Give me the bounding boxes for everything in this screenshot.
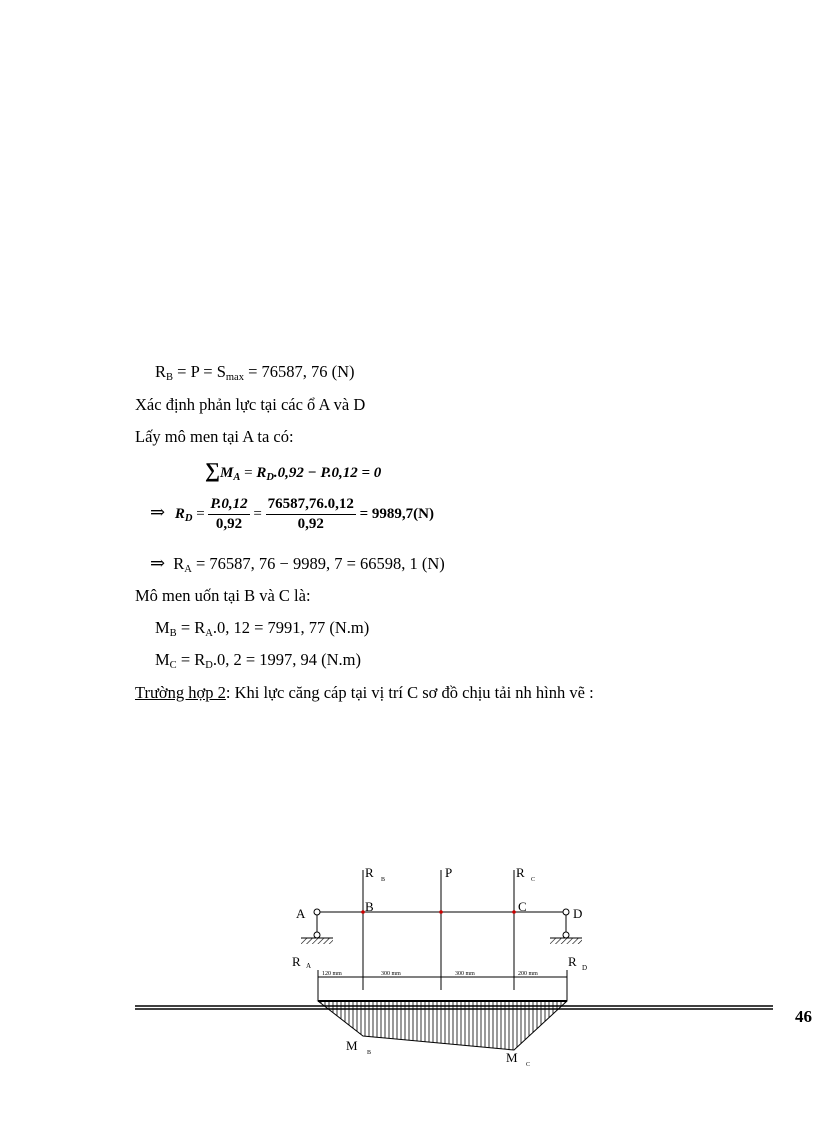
fraction-denominator: 0,92 bbox=[215, 516, 243, 532]
label-rc-sub: C bbox=[531, 877, 536, 883]
rb-mid: = P = S bbox=[173, 362, 226, 381]
fraction-numerator: P.0,12 bbox=[208, 496, 249, 515]
ra-subscript: A bbox=[205, 628, 213, 639]
support-a bbox=[301, 909, 333, 944]
label-ra-sub: A bbox=[306, 962, 312, 970]
label-rd: R bbox=[568, 954, 577, 969]
equals-sign: = bbox=[192, 505, 209, 522]
label-d: D bbox=[573, 906, 583, 921]
dim-120: 120 mm bbox=[322, 971, 342, 977]
label-mc-sub: C bbox=[526, 1062, 531, 1068]
label-mb-sub: B bbox=[367, 1050, 372, 1056]
label-c: C bbox=[518, 899, 527, 914]
mb-value: .0, 12 = 7991, 77 (N.m) bbox=[212, 618, 370, 637]
ra-value: = 76587, 76 − 9989, 7 = 66598, 1 (N) bbox=[191, 554, 445, 573]
rd-symbol: R bbox=[174, 505, 185, 522]
ra-subscript: A bbox=[184, 564, 192, 575]
reactions-heading: Xác định phản lực tại các ổ A và D bbox=[135, 395, 366, 414]
moment-sum-rest: .0,92 − P.0,12 = 0 bbox=[273, 465, 382, 481]
label-ra: R bbox=[292, 954, 301, 969]
ma-subscript: A bbox=[233, 472, 241, 483]
rb-value: = 76587, 76 (N) bbox=[243, 362, 355, 381]
node-p-dot bbox=[439, 910, 443, 914]
label-mb: M bbox=[346, 1038, 358, 1053]
rd-subscript: D bbox=[266, 472, 274, 483]
dim-200: 200 mm bbox=[518, 971, 538, 977]
mc-symbol: M bbox=[155, 650, 170, 669]
rd-symbol: = R bbox=[176, 650, 206, 669]
smax-subscript: max bbox=[225, 372, 244, 383]
rd-symbol: R bbox=[256, 465, 267, 481]
dim-300-b: 300 mm bbox=[455, 971, 475, 977]
mc-value: .0, 2 = 1997, 94 (N.m) bbox=[212, 650, 362, 669]
label-mc: M bbox=[506, 1050, 518, 1065]
node-c-dot bbox=[512, 910, 516, 914]
case2-text: : Khi lực căng cáp tại vị trí C sơ đồ chịu tải nh hình vẽ : bbox=[225, 683, 594, 702]
label-b: B bbox=[365, 899, 374, 914]
label-rd-sub: D bbox=[582, 964, 588, 972]
fraction-denominator: 0,92 bbox=[297, 516, 324, 532]
fraction-numerator: 76587,76.0,12 bbox=[266, 496, 356, 515]
mc-subscript: C bbox=[169, 660, 177, 671]
mb-symbol: M bbox=[155, 618, 170, 637]
implies-arrow: ⇒ bbox=[150, 553, 166, 573]
ra-symbol: = R bbox=[176, 618, 206, 637]
label-rb: R bbox=[365, 865, 374, 880]
case2-label: Trường hợp 2 bbox=[135, 683, 226, 702]
label-p: P bbox=[445, 865, 453, 880]
rd-result: = 9989,7(N) bbox=[355, 505, 434, 522]
dim-300-a: 300 mm bbox=[381, 971, 401, 977]
rd-subscript: D bbox=[205, 660, 213, 671]
implies-arrow: ⇒ bbox=[150, 501, 166, 522]
equals-sign: = bbox=[249, 505, 266, 522]
label-rb-sub: B bbox=[381, 877, 386, 883]
equals-sign: = bbox=[240, 465, 257, 481]
label-a: A bbox=[296, 906, 306, 921]
sigma-symbol: ∑ bbox=[205, 458, 220, 482]
moment-a-heading: Lấy mô men tại A ta có: bbox=[135, 427, 294, 446]
label-rc: R bbox=[516, 865, 525, 880]
rb-subscript: B bbox=[166, 372, 174, 383]
mb-subscript: B bbox=[169, 628, 177, 639]
rd-subscript: D bbox=[184, 512, 193, 524]
ma-symbol: M bbox=[219, 465, 234, 481]
page-rule bbox=[135, 1006, 773, 1009]
bending-heading: Mô men uốn tại B và C là: bbox=[135, 586, 311, 605]
page-number: 46 bbox=[795, 1007, 812, 1026]
rb-symbol: R bbox=[155, 362, 167, 381]
ra-symbol: R bbox=[173, 554, 185, 573]
